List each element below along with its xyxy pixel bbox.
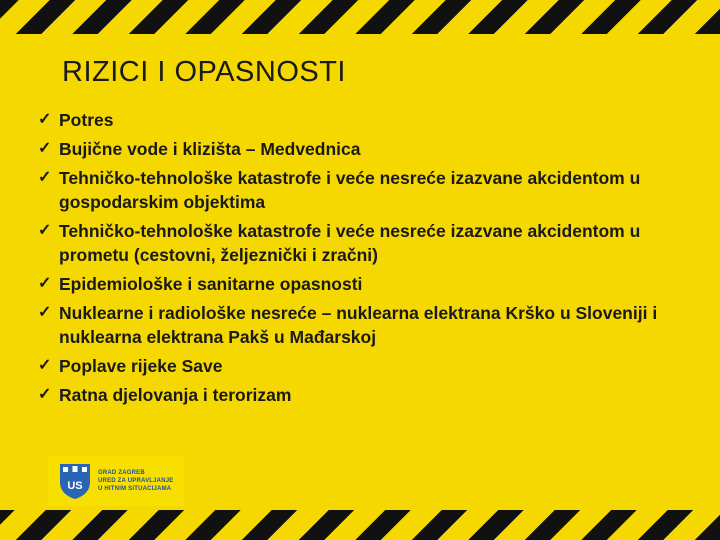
list-item-text: Tehničko-tehnološke katastrofe i veće nesreće izazvane akcidentom u prometu (cestovni, željeznički i zračni) — [59, 221, 641, 265]
check-icon: ✓ — [38, 111, 52, 128]
list-item — [38, 354, 678, 378]
office-logo — [48, 456, 184, 506]
slide-title: RIZICI I OPASNOSTI — [62, 56, 346, 88]
check-icon: ✓ — [38, 386, 52, 403]
city-shield-icon — [58, 462, 92, 500]
emblem-text: US — [67, 480, 83, 492]
list-item — [38, 301, 678, 349]
check-icon: ✓ — [38, 140, 52, 157]
list-item — [38, 219, 678, 267]
list-item-text: Potres — [59, 110, 114, 130]
hazard-stripe-top — [0, 0, 720, 34]
list-item-text: Nuklearne i radiološke nesreće – nuklearna elektrana Krško u Sloveniji i nuklearna elektrana Pakš u Mađarskoj — [59, 303, 658, 347]
check-icon: ✓ — [38, 222, 52, 239]
list-item-text: Poplave rijeke Save — [59, 356, 223, 376]
list-item-text: Bujične vode i klizišta – Medvednica — [59, 139, 361, 159]
list-item-text: Ratna djelovanja i terorizam — [59, 385, 292, 405]
list-item-text: Tehničko-tehnološke katastrofe i veće nesreće izazvane akcidentom u gospodarskim objektima — [59, 168, 641, 212]
list-item — [38, 108, 678, 132]
check-icon: ✓ — [38, 275, 52, 292]
logo-line: URED ZA UPRAVLJANJE — [98, 478, 174, 484]
logo-text — [98, 469, 173, 493]
list-item — [38, 166, 678, 214]
risk-list — [38, 108, 678, 412]
list-item-text: Epidemiološke i sanitarne opasnosti — [59, 274, 363, 294]
logo-line: U HITNIM SITUACIJAMA — [98, 486, 172, 492]
list-item — [38, 272, 678, 296]
check-icon: ✓ — [38, 169, 52, 186]
check-icon: ✓ — [38, 357, 52, 374]
check-icon: ✓ — [38, 304, 52, 321]
logo-line: GRAD ZAGREB — [98, 470, 145, 476]
hazard-stripe-bottom — [0, 510, 720, 540]
list-item — [38, 383, 678, 407]
list-item — [38, 137, 678, 161]
